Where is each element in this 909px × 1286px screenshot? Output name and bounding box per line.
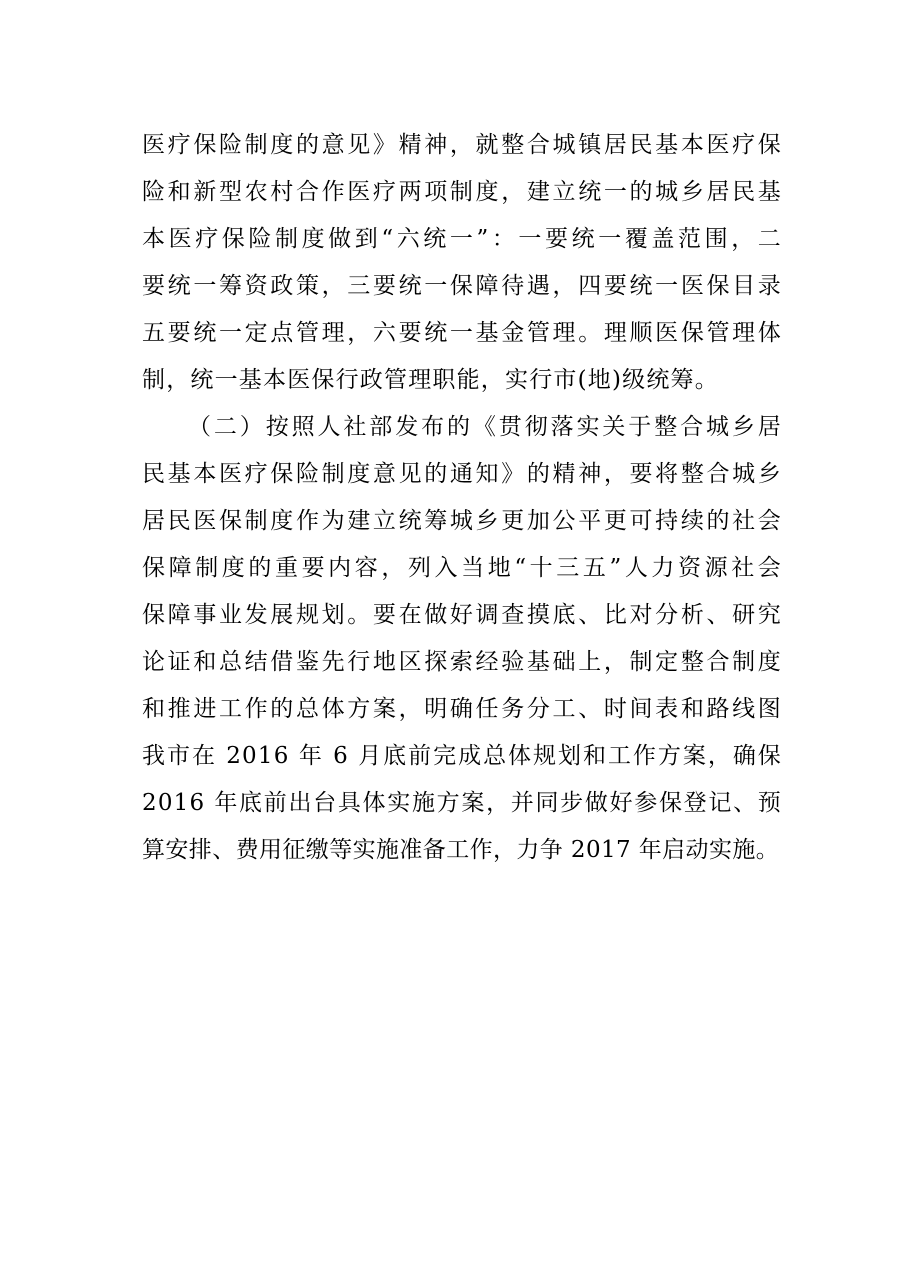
paragraph-line: 制，统一基本医保行政管理职能，实行市(地)级统筹。 — [142, 367, 719, 393]
paragraph-line: 要统一筹资政策，三要统一保障待遇，四要统一医保目录 — [142, 273, 782, 299]
paragraph-line: 论证和总结借鉴先行地区探索经验基础上，制定整合制度 — [142, 649, 782, 675]
paragraph-line: （二）按照人社部发布的《贯彻落实关于整合城乡居 — [188, 414, 782, 440]
document-body — [142, 122, 782, 874]
paragraph-line: 民基本医疗保险制度意见的通知》的精神，要将整合城乡 — [142, 461, 782, 487]
paragraph-line: 五要统一定点管理，六要统一基金管理。理顺医保管理体 — [142, 320, 782, 346]
paragraph-line: 算安排、费用征缴等实施准备工作，力争 2017 年启动实施。 — [142, 837, 780, 863]
paragraph-line: 和推进工作的总体方案，明确任务分工、时间表和路线图 — [142, 696, 782, 722]
paragraph-line: 2016 年底前出台具体实施方案，并同步做好参保登记、预 — [142, 790, 782, 816]
paragraph-line: 保障事业发展规划。要在做好调查摸底、比对分析、研究 — [142, 602, 782, 628]
paragraph-line: 医疗保险制度的意见》精神，就整合城镇居民基本医疗保 — [142, 132, 782, 158]
paragraph-line: 居民医保制度作为建立统筹城乡更加公平更可持续的社会 — [142, 508, 782, 534]
paragraph-line: 保障制度的重要内容，列入当地“十三五”人力资源社会 — [142, 555, 782, 581]
paragraph-line: 我市在 2016 年 6 月底前完成总体规划和工作方案，确保 — [142, 743, 782, 769]
paragraph-line: 本医疗保险制度做到“六统一”：一要统一覆盖范围，二 — [142, 226, 782, 252]
paragraph-2 — [142, 404, 782, 874]
paragraph-line: 险和新型农村合作医疗两项制度，建立统一的城乡居民基 — [142, 179, 782, 205]
paragraph-1 — [142, 122, 782, 404]
